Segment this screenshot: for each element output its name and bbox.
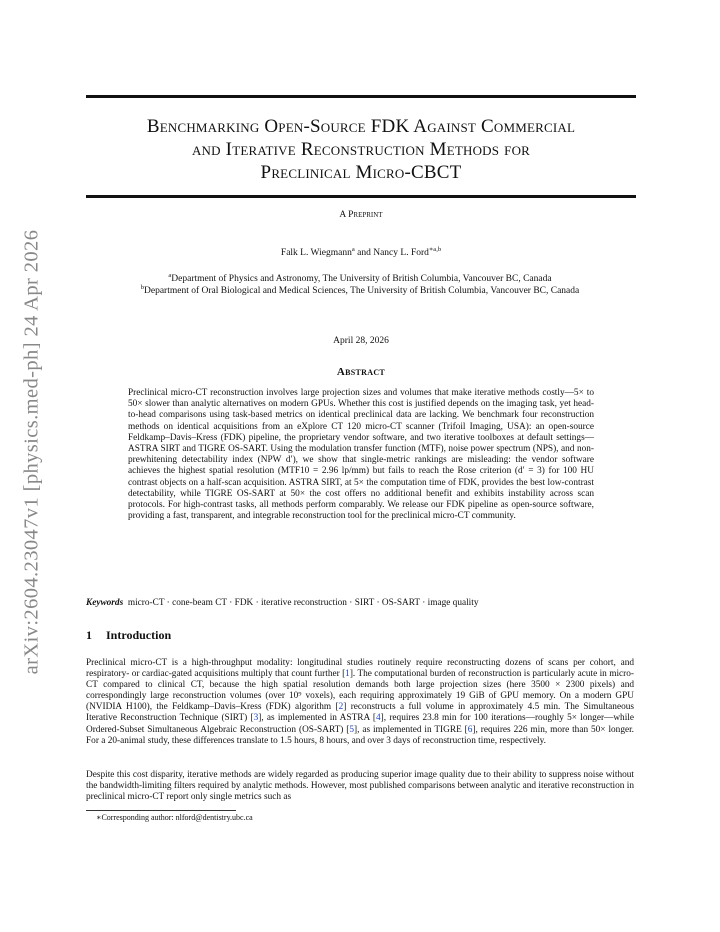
intro-text: ]. The computational burden of reconstruction is particularly acute in micro-CT compared to clinical CT, because the high spatial resolution demands both large projection sizes (here 3500 × 2300 pixels) and correspondingly large reconstruction volumes (over 10⁹ voxels), each requiring approximately 19 GiB of GPU memory. On a modern GPU (NVIDIA H100), the Feldkamp–Davis–Kress (FDK) algorithm [ xyxy=(86,669,634,713)
title-rule-bottom xyxy=(86,195,636,198)
arxiv-stamp-text[interactable]: arXiv:2604.23047v1 [physics.med-ph] 24 Apr 2026 xyxy=(20,229,43,675)
paper-title xyxy=(86,115,636,184)
intro-text: ], as implemented in ASTRA [ xyxy=(258,713,376,724)
affil-text: Department of Physics and Astronomy, The University of British Columbia, Vancouver BC, Canada xyxy=(171,274,552,285)
section-title: Introduction xyxy=(106,628,172,642)
keywords-line xyxy=(86,598,646,608)
citation-link[interactable]: 5 xyxy=(349,724,355,735)
citation-link[interactable]: 1 xyxy=(345,669,350,680)
title-line: Benchmarking Open-Source FDK Against Commercial xyxy=(146,116,576,137)
paper-date: April 28, 2026 xyxy=(333,336,389,346)
title-rule-top xyxy=(86,95,636,98)
section-heading xyxy=(86,628,171,643)
section-number: 1 xyxy=(86,628,92,642)
citation-link[interactable]: 4 xyxy=(376,713,381,724)
citation-link[interactable]: 6 xyxy=(467,724,473,735)
intro-text: ], requires 23.8 min for 100 iterations—roughly 5× longer—while Ordered-Subset Simultaneous Algebraic Reconstruction (OS-SART) [ xyxy=(86,713,634,735)
preprint-label: A Preprint xyxy=(339,210,383,220)
author-name: Falk L. Wiegmann xyxy=(280,248,352,259)
title-line: Preclinical Micro-CBCT xyxy=(260,162,462,183)
citation-link[interactable]: 2 xyxy=(338,702,344,713)
intro-paragraph: Despite this cost disparity, iterative methods are widely regarded as producing superior image quality due to their ability to suppress noise without the bandwidth-limiting filters required by analytic methods. However, most published comparisons between analytic and iterative reconstruction in preclinical micro-CT report only single metrics such as xyxy=(86,770,634,803)
author-conjunction: and xyxy=(354,248,374,259)
affil-mark: a xyxy=(168,272,172,279)
intro-paragraph xyxy=(86,658,634,747)
keywords-list: micro-CT · cone-beam CT · FDK · iterative reconstruction · SIRT · OS-SART · image quality xyxy=(127,598,479,608)
author-line xyxy=(86,245,636,258)
abstract-text: Preclinical micro-CT reconstruction involves large projection sizes and volumes that make iterative methods costly—5× to 50× slower than analytic alternatives on modern GPUs. Whether this cost is justified depends on the imaging task, yet head-to-head comparisons using task-based metrics on identical preclinical data are lacking. We benchmark four reconstruction methods on identical acquisitions from an eXplore CT 120 micro-CT scanner (Trifoil Imaging, USA): an open-source Feldkamp–Davis–Kress (FDK) pipeline, the proprietary vendor software, and two iterative toolboxes at default settings—ASTRA SIRT and TIGRE OS-SART. Using the modulation transfer function (MTF), noise power spectrum (NPS), and non-prewhitening detectability index (NPW d′), we show that single-metric rankings are misleading: the vendor software achieves the highest spatial resolution (MTF10 = 2.96 lp/mm) but fails to reach the Rose criterion (d′ = 3) for 100 HU contrast objects on a half-scan acquisition. ASTRA SIRT, at 5× the computation time of FDK, provides the best low-contrast detectability, while TIGRE OS-SART at 50× the cost offers no additional benefit and exhibits instability across scan protocols. For high-contrast tasks, all methods perform comparably. We release our FDK pipeline as open-source software, providing a fast, transparent, and integrable reconstruction tool for the preclinical micro-CT community. xyxy=(128,388,594,522)
author-affil-mark: a xyxy=(351,246,355,253)
title-line: and Iterative Reconstruction Methods for xyxy=(191,139,531,160)
affiliation xyxy=(40,282,680,297)
affil-mark: b xyxy=(140,284,144,291)
keywords-label: Keywords xyxy=(86,598,124,608)
author-affil-mark: ∗a,b xyxy=(428,246,442,253)
intro-text: ], requires 226 min, more than 50× longer. For a 20-animal study, these differences translate to 1.5 hours, 8 hours, and over 3 days of reconstruction time, respectively. xyxy=(86,724,635,746)
affil-text: Department of Oral Biological and Medical Sciences, The University of British Columbia, Vancouver BC, Canada xyxy=(144,286,580,297)
citation-link[interactable]: 3 xyxy=(253,713,259,724)
footnote-rule xyxy=(86,810,236,811)
author-name: Nancy L. Ford xyxy=(373,248,429,259)
intro-text: ], as implemented in TIGRE [ xyxy=(354,724,468,735)
abstract-heading: Abstract xyxy=(336,366,386,378)
footnote: ∗Corresponding author: nlford@dentistry.ubc.ca xyxy=(96,813,253,822)
intro-text: Preclinical micro-CT is a high-throughput modality: longitudinal studies routinely require reconstructing dozens of scans per cohort, and respiratory- or cardiac-gated acquisitions multiply that count further [ xyxy=(86,658,634,680)
intro-text: ] reconstructs a full volume in approximately 4.5 min. The Simultaneous Iterative Reconstruction Technique (SIRT) [ xyxy=(86,702,634,724)
